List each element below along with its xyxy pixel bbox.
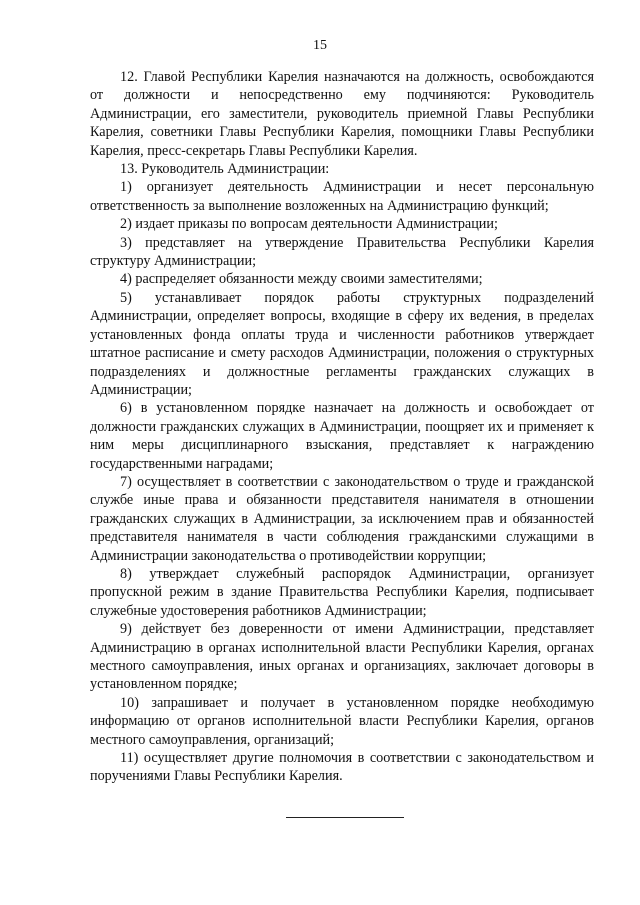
subitem-8: 8) утверждает служебный распорядок Администрации, организует пропускной режим в здание Правительства Республики Карелия, подписывает служебные удостоверения работников Администрации; — [90, 565, 594, 619]
paragraph-item-13-heading: 13. Руководитель Администрации: — [120, 161, 330, 178]
closing-divider — [286, 817, 404, 818]
subitem-3: 3) представляет на утверждение Правительства Республики Карелия структуру Администрации; — [90, 234, 594, 270]
subitem-5: 5) устанавливает порядок работы структурных подразделений Администрации, определяет вопросы, входящие в сферу их ведения, в пределах установленных фонда оплаты труда и численности работников утверждает штатное расписание и смету расходов Администрации, положения о структурных подразделениях и должностные регламенты гражданских служащих в Администрации; — [90, 289, 594, 398]
page-number: 15 — [313, 38, 327, 53]
subitem-6: 6) в установленном порядке назначает на должность и освобождает от должности гражданских служащих в Администрации, поощряет их и применяет к ним меры дисциплинарного взыскания, представляет к награждению государственными наградами; — [90, 400, 594, 472]
subitem-1: 1) организует деятельность Администрации и несет персональную ответственность за выполнение возложенных на Администрацию функций; — [90, 179, 594, 214]
document-body — [90, 68, 594, 786]
subitem-10: 10) запрашивает и получает в установленном порядке необходимую информацию от органов исполнительной власти Республики Карелия, органов местного самоуправления, организаций; — [90, 694, 594, 748]
subitem-9: 9) действует без доверенности от имени Администрации, представляет Администрацию в органах исполнительной власти Республики Карелия, органах местного самоуправления, иных органах и организациях, заключает договоры в установленном порядке; — [90, 621, 594, 693]
paragraph-item-12: 12. Главой Республики Карелия назначаются на должность, освобождаются от должности и непосредственно ему подчиняются: Руководитель Администрации, его заместители, руководитель приемной Главы Республики Карелия, советники Главы Республики Карелия, помощники Главы Республики Карелия, пресс-секретарь Главы Республики Карелия. — [90, 69, 594, 159]
subitem-11: 11) осуществляет другие полномочия в соответствии с законодательством и поручениями Главы Республики Карелия. — [90, 750, 594, 785]
subitem-7: 7) осуществляет в соответствии с законодательством о труде и гражданской службе иные права и обязанности представителя нанимателя в отношении гражданских служащих в Администрации, за исключением прав и обязанностей представителя нанимателя в части соблюдения гражданскими служащими в Администрации законодательства о противодействии коррупции; — [90, 473, 594, 564]
subitem-4: 4) распределяет обязанности между своими заместителями; — [120, 271, 483, 288]
subitem-2: 2) издает приказы по вопросам деятельности Администрации; — [120, 216, 498, 233]
